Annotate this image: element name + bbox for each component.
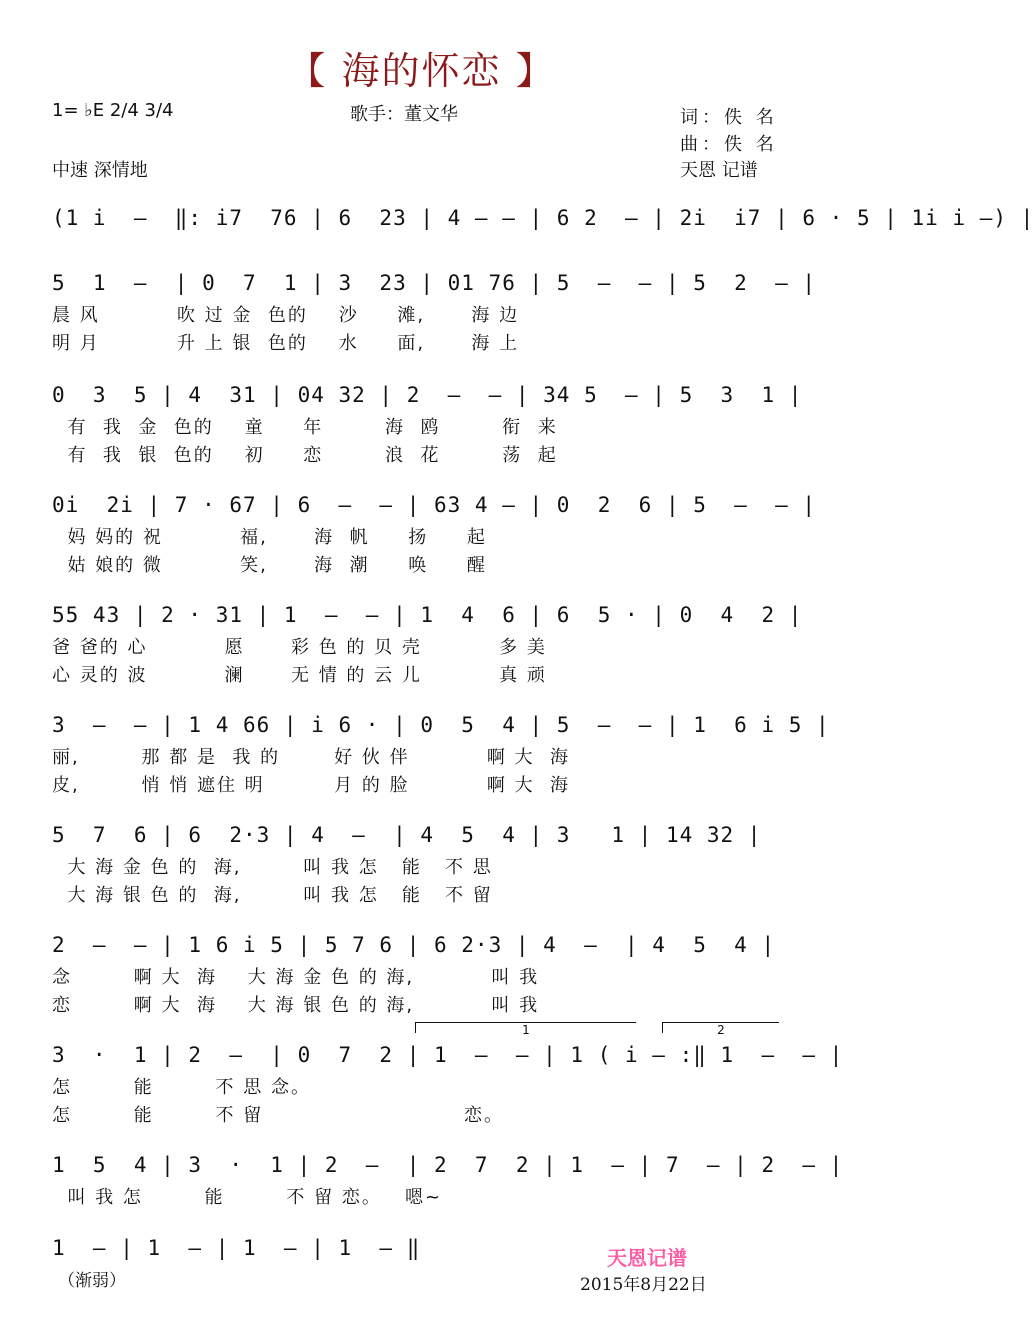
lyricist-credit: 词：佚 名 [680, 107, 778, 128]
numbered-notation: 0 3 5 | 4 31 | 04 32 | 2 – – | 34 5 – | 5 3 1 | [52, 383, 803, 407]
lyrics-verse-1: 大 海 金 色 的 海, 叫 我 怎 能 不 思 [52, 857, 493, 878]
lyrics-verse-2: 皮, 悄 悄 遮住 明 月 的 脸 啊 大 海 [52, 775, 570, 796]
lyrics-verse-2: 有 我 银 色的 初 恋 浪 花 荡 起 [52, 445, 558, 466]
lyrics-verse-2: 大 海 银 色 的 海, 叫 我 怎 能 不 留 [52, 885, 493, 906]
lyrics-verse-2: 恋 啊 大 海 大 海 银 色 的 海, 叫 我 [52, 995, 540, 1016]
staff-system-2 [52, 270, 817, 370]
song-title: 【 海的怀恋 】 [287, 49, 556, 93]
lyrics-verse-1: 丽, 那 都 是 我 的 好 伙 伴 啊 大 海 [52, 747, 570, 768]
numbered-notation: 3 – – | 1 4 66 | i 6 · | 0 5 4 | 5 – – | 1 6 i 5 | [52, 713, 830, 737]
staff-system-7 [52, 822, 787, 922]
numbered-notation: 2 – – | 1 6 i 5 | 5 7 6 | 6 2·3 | 4 – | 4 5 4 | [52, 933, 776, 957]
numbered-notation: 1 5 4 | 3 · 1 | 2 – | 2 7 2 | 1 – | 7 – | 2 – | [52, 1153, 844, 1177]
numbered-notation: (1 i – ‖: i7 76 | 6 23 | 4 – – | 6 2 – | 2i i7 | 6 · 5 | 1i i –) | [52, 206, 1034, 230]
staff-system-4 [52, 492, 817, 592]
lyrics-verse-1: 爸 爸的 心 愿 彩 色 的 贝 壳 多 美 [52, 637, 547, 658]
staff-system-8 [52, 932, 787, 1032]
lyrics-verse-1: 念 啊 大 海 大 海 金 色 的 海, 叫 我 [52, 967, 540, 988]
lyrics-verse-1: 晨 风 吹 过 金 色的 沙 滩, 海 边 [52, 305, 520, 326]
lyrics-verse-2: 心 灵的 波 澜 无 情 的 云 儿 真 顽 [52, 665, 547, 686]
volta-bracket-2: 2 [662, 1022, 779, 1033]
tempo-marking: 中速 深情地 [52, 160, 148, 181]
numbered-notation: 3 · 1 | 2 – | 0 7 2 | 1 – – | 1 ( i – :‖ 1 – – | [52, 1043, 844, 1067]
lyrics-verse-1: 叫 我 怎 能 不 留 恋。 嗯~ [52, 1187, 443, 1208]
key-signature: 1= ♭E 2/4 3/4 [52, 100, 174, 121]
numbered-notation: 1 – | 1 – | 1 – | 1 – ‖ [52, 1236, 421, 1260]
numbered-notation: 5 1 – | 0 7 1 | 3 23 | 01 76 | 5 – – | 5 2 – | [52, 271, 817, 295]
staff-system-9 [52, 1042, 844, 1142]
staff-system-6 [52, 712, 830, 812]
lyrics-verse-2: 怎 能 不 留 恋。 [52, 1105, 505, 1126]
lyrics-verse-2: 姑 娘的 微 笑, 海 潮 唤 醒 [52, 555, 487, 576]
transcriber-credit: 天恩 记谱 [680, 160, 758, 181]
numbered-notation: 55 43 | 2 · 31 | 1 – – | 1 4 6 | 6 5 · | 0 4 2 | [52, 603, 803, 627]
singer-credit: 歌手：董文华 [350, 104, 458, 125]
lyrics-verse-1: 怎 能 不 思 念。 [52, 1077, 311, 1098]
numbered-notation: 5 7 6 | 6 2·3 | 4 – | 4 5 4 | 3 1 | 14 32 | [52, 823, 762, 847]
numbered-notation: 0i 2i | 7 · 67 | 6 – – | 63 4 – | 0 2 6 | 5 – – | [52, 493, 817, 517]
lyrics-verse-1: 有 我 金 色的 童 年 海 鸥 衔 来 [52, 417, 558, 438]
staff-system-5 [52, 602, 803, 702]
lyrics-verse-1: 妈 妈的 祝 福, 海 帆 扬 起 [52, 527, 487, 548]
transcription-date: 2015年8月22日 [580, 1275, 707, 1295]
volta-bracket-1: 1 [415, 1022, 636, 1033]
staff-system-3 [52, 382, 803, 482]
dynamics-marking: （渐弱） [58, 1271, 126, 1291]
lyrics-verse-2: 明 月 升 上 银 色的 水 面, 海 上 [52, 333, 520, 354]
composer-credit: 曲：佚 名 [680, 134, 778, 155]
transcriber-stamp: 天恩记谱 [607, 1246, 687, 1270]
